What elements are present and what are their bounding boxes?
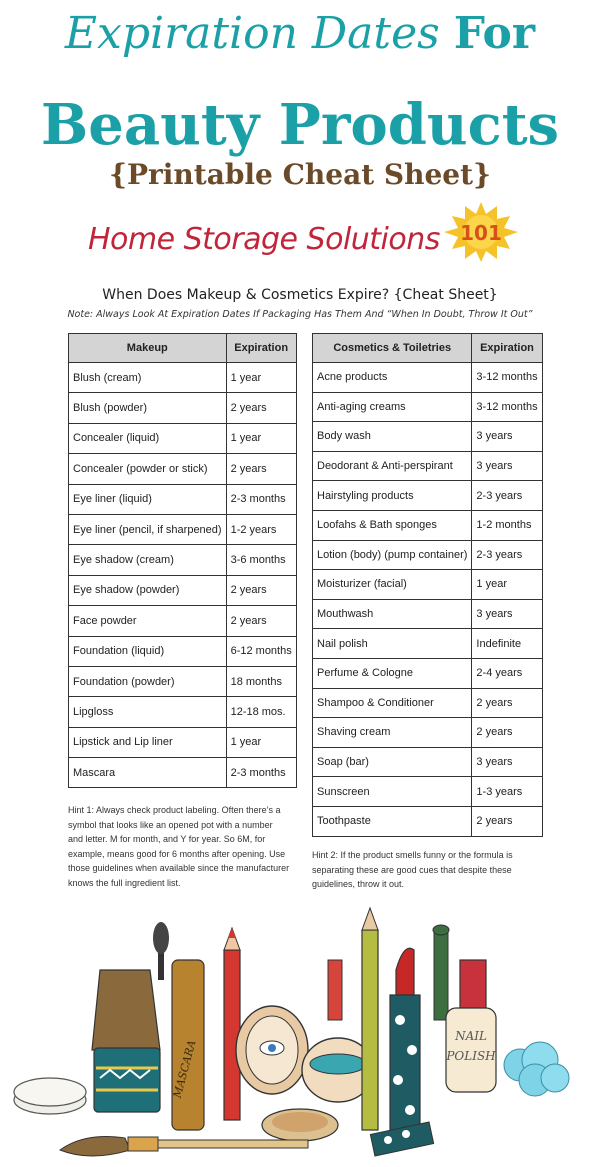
product-cell: Lotion (body) (pump container) [313, 540, 472, 570]
page-subtitle: {Printable Cheat Sheet} [108, 158, 492, 191]
table-row [313, 718, 543, 748]
expiration-cell: 1-2 years [226, 514, 296, 544]
mascara-label: MASCARA [170, 1038, 199, 1100]
expiration-cell: Indefinite [472, 629, 542, 659]
table-row [313, 658, 543, 688]
product-cell: Mouthwash [313, 599, 472, 629]
product-cell: Shaving cream [313, 718, 472, 748]
product-cell: Hairstyling products [313, 481, 472, 511]
makeup-brush-icon [60, 1137, 308, 1157]
product-cell: Concealer (liquid) [69, 423, 227, 453]
product-cell: Eye liner (pencil, if sharpened) [69, 514, 227, 544]
product-cell: Acne products [313, 363, 472, 393]
table-row [313, 777, 543, 807]
expiration-cell: 3-6 months [226, 545, 296, 575]
brand-logo-text: Home Storage Solutions [88, 222, 440, 257]
table-row [69, 666, 297, 696]
table-row [69, 636, 297, 666]
table-row [313, 747, 543, 777]
product-cell: Lipgloss [69, 697, 227, 727]
product-cell: Perfume & Cologne [313, 658, 472, 688]
hint-1: Hint 1: Always check product labeling. Often there’s a symbol that looks like an opened pot with a number and letter. M for month, and Y for year. So 6M, for example, means good for 6 months after opening. Use those guidelines when available since the manufacturer knows the full ingredient list. [68, 805, 290, 888]
expiration-cell: 2-3 months [226, 758, 296, 788]
expiration-cell: 3 years [472, 451, 542, 481]
table-row [69, 454, 297, 484]
expiration-cell: 1 year [472, 570, 542, 600]
expiration-cell: 12-18 mos. [226, 697, 296, 727]
expiration-cell: 3-12 months [472, 363, 542, 393]
table-row [69, 575, 297, 605]
product-cell: Mascara [69, 758, 227, 788]
expiration-cell: 2-3 years [472, 540, 542, 570]
product-cell: Sunscreen [313, 777, 472, 807]
table-row [313, 481, 543, 511]
product-cell: Lipstick and Lip liner [69, 727, 227, 757]
sun-badge-text: 101 [460, 221, 502, 245]
expiration-cell: 2 years [472, 718, 542, 748]
product-cell: Eye shadow (powder) [69, 575, 227, 605]
cosmetics-table [312, 333, 543, 837]
product-cell: Concealer (powder or stick) [69, 454, 227, 484]
expiration-cell: 2 years [226, 606, 296, 636]
table-row [313, 451, 543, 481]
table-row [313, 540, 543, 570]
expiration-cell: 2 years [472, 806, 542, 836]
makeup-table [68, 333, 297, 788]
expiration-cell: 1-3 years [472, 777, 542, 807]
nail-polish-label-1: NAIL [455, 1029, 487, 1043]
product-cell: Body wash [313, 422, 472, 452]
product-cell: Toothpaste [313, 806, 472, 836]
title-bold-text: For [453, 8, 536, 59]
table-row [313, 688, 543, 718]
expiration-cell: 2 years [226, 454, 296, 484]
product-cell: Deodorant & Anti-perspirant [313, 451, 472, 481]
product-cell: Foundation (powder) [69, 666, 227, 696]
product-cell: Foundation (liquid) [69, 636, 227, 666]
product-cell: Blush (powder) [69, 393, 227, 423]
title-script-text: Expiration Dates [64, 8, 440, 59]
product-cell: Eye liner (liquid) [69, 484, 227, 514]
table-row [69, 697, 297, 727]
product-cell: Blush (cream) [69, 363, 227, 393]
table-row [313, 510, 543, 540]
lip-pencil-icon [224, 928, 240, 1120]
eye-pencil-icon [362, 908, 378, 1130]
page-title-line-2: Beauty Products [40, 92, 560, 158]
cosmetics-illustration [0, 900, 600, 1167]
sheet-title: When Does Makeup & Cosmetics Expire? {Cheat Sheet} [102, 287, 498, 303]
table-row [69, 606, 297, 636]
expiration-cell: 18 months [226, 666, 296, 696]
expiration-cell: 3-12 months [472, 392, 542, 422]
product-cell: Face powder [69, 606, 227, 636]
table-row [69, 727, 297, 757]
table-row [313, 363, 543, 393]
expiration-cell: 2-4 years [472, 658, 542, 688]
expiration-cell: 3 years [472, 747, 542, 777]
expiration-cell: 6-12 months [226, 636, 296, 666]
expiration-cell: 3 years [472, 599, 542, 629]
expiration-cell: 2-3 months [226, 484, 296, 514]
expiration-cell: 1 year [226, 363, 296, 393]
table-row [69, 393, 297, 423]
table-row [313, 570, 543, 600]
expiration-cell: 2 years [226, 575, 296, 605]
nail-polish-icon [433, 925, 496, 1092]
product-cell: Anti-aging creams [313, 392, 472, 422]
cosmetics-header: Cosmetics & Toiletries [313, 334, 472, 363]
product-cell: Loofahs & Bath sponges [313, 510, 472, 540]
nail-polish-label-2: POLISH [446, 1049, 496, 1063]
table-row [313, 392, 543, 422]
expiration-cell: 2 years [472, 688, 542, 718]
table-row [313, 422, 543, 452]
product-cell: Eye shadow (cream) [69, 545, 227, 575]
product-cell: Nail polish [313, 629, 472, 659]
table-row [69, 423, 297, 453]
product-cell: Shampoo & Conditioner [313, 688, 472, 718]
table-row [69, 514, 297, 544]
mascara-icon [153, 922, 204, 1130]
makeup-header: Makeup [69, 334, 227, 363]
expiration-cell: 2-3 years [472, 481, 542, 511]
table-row [313, 806, 543, 836]
table-row [69, 484, 297, 514]
sheet-note: Note: Always Look At Expiration Dates If Packaging Has Them And “When In Doubt, Throw It Out” [67, 309, 533, 320]
product-cell: Soap (bar) [313, 747, 472, 777]
expiration-cell: 1 year [226, 727, 296, 757]
sponge-icon [504, 1042, 569, 1096]
expiration-cell: 2 years [226, 393, 296, 423]
table-row [313, 599, 543, 629]
table-row [69, 545, 297, 575]
compact-mirror-icon [236, 1006, 308, 1094]
expiration-header: Expiration [472, 334, 542, 363]
page-title-line-1 [0, 8, 600, 59]
brush-jar-icon [92, 970, 160, 1112]
sun-badge-icon [440, 200, 522, 264]
expiration-cell: 1 year [226, 423, 296, 453]
product-cell: Moisturizer (facial) [313, 570, 472, 600]
expiration-header: Expiration [226, 334, 296, 363]
table-row [69, 758, 297, 788]
cotton-pads-icon [14, 1078, 86, 1114]
table-row [69, 363, 297, 393]
expiration-cell: 3 years [472, 422, 542, 452]
expiration-cell: 1-2 months [472, 510, 542, 540]
table-row [313, 629, 543, 659]
hint-2: Hint 2: If the product smells funny or the formula is separating these are good cues that despite these guidelines, throw it out. [312, 850, 513, 889]
